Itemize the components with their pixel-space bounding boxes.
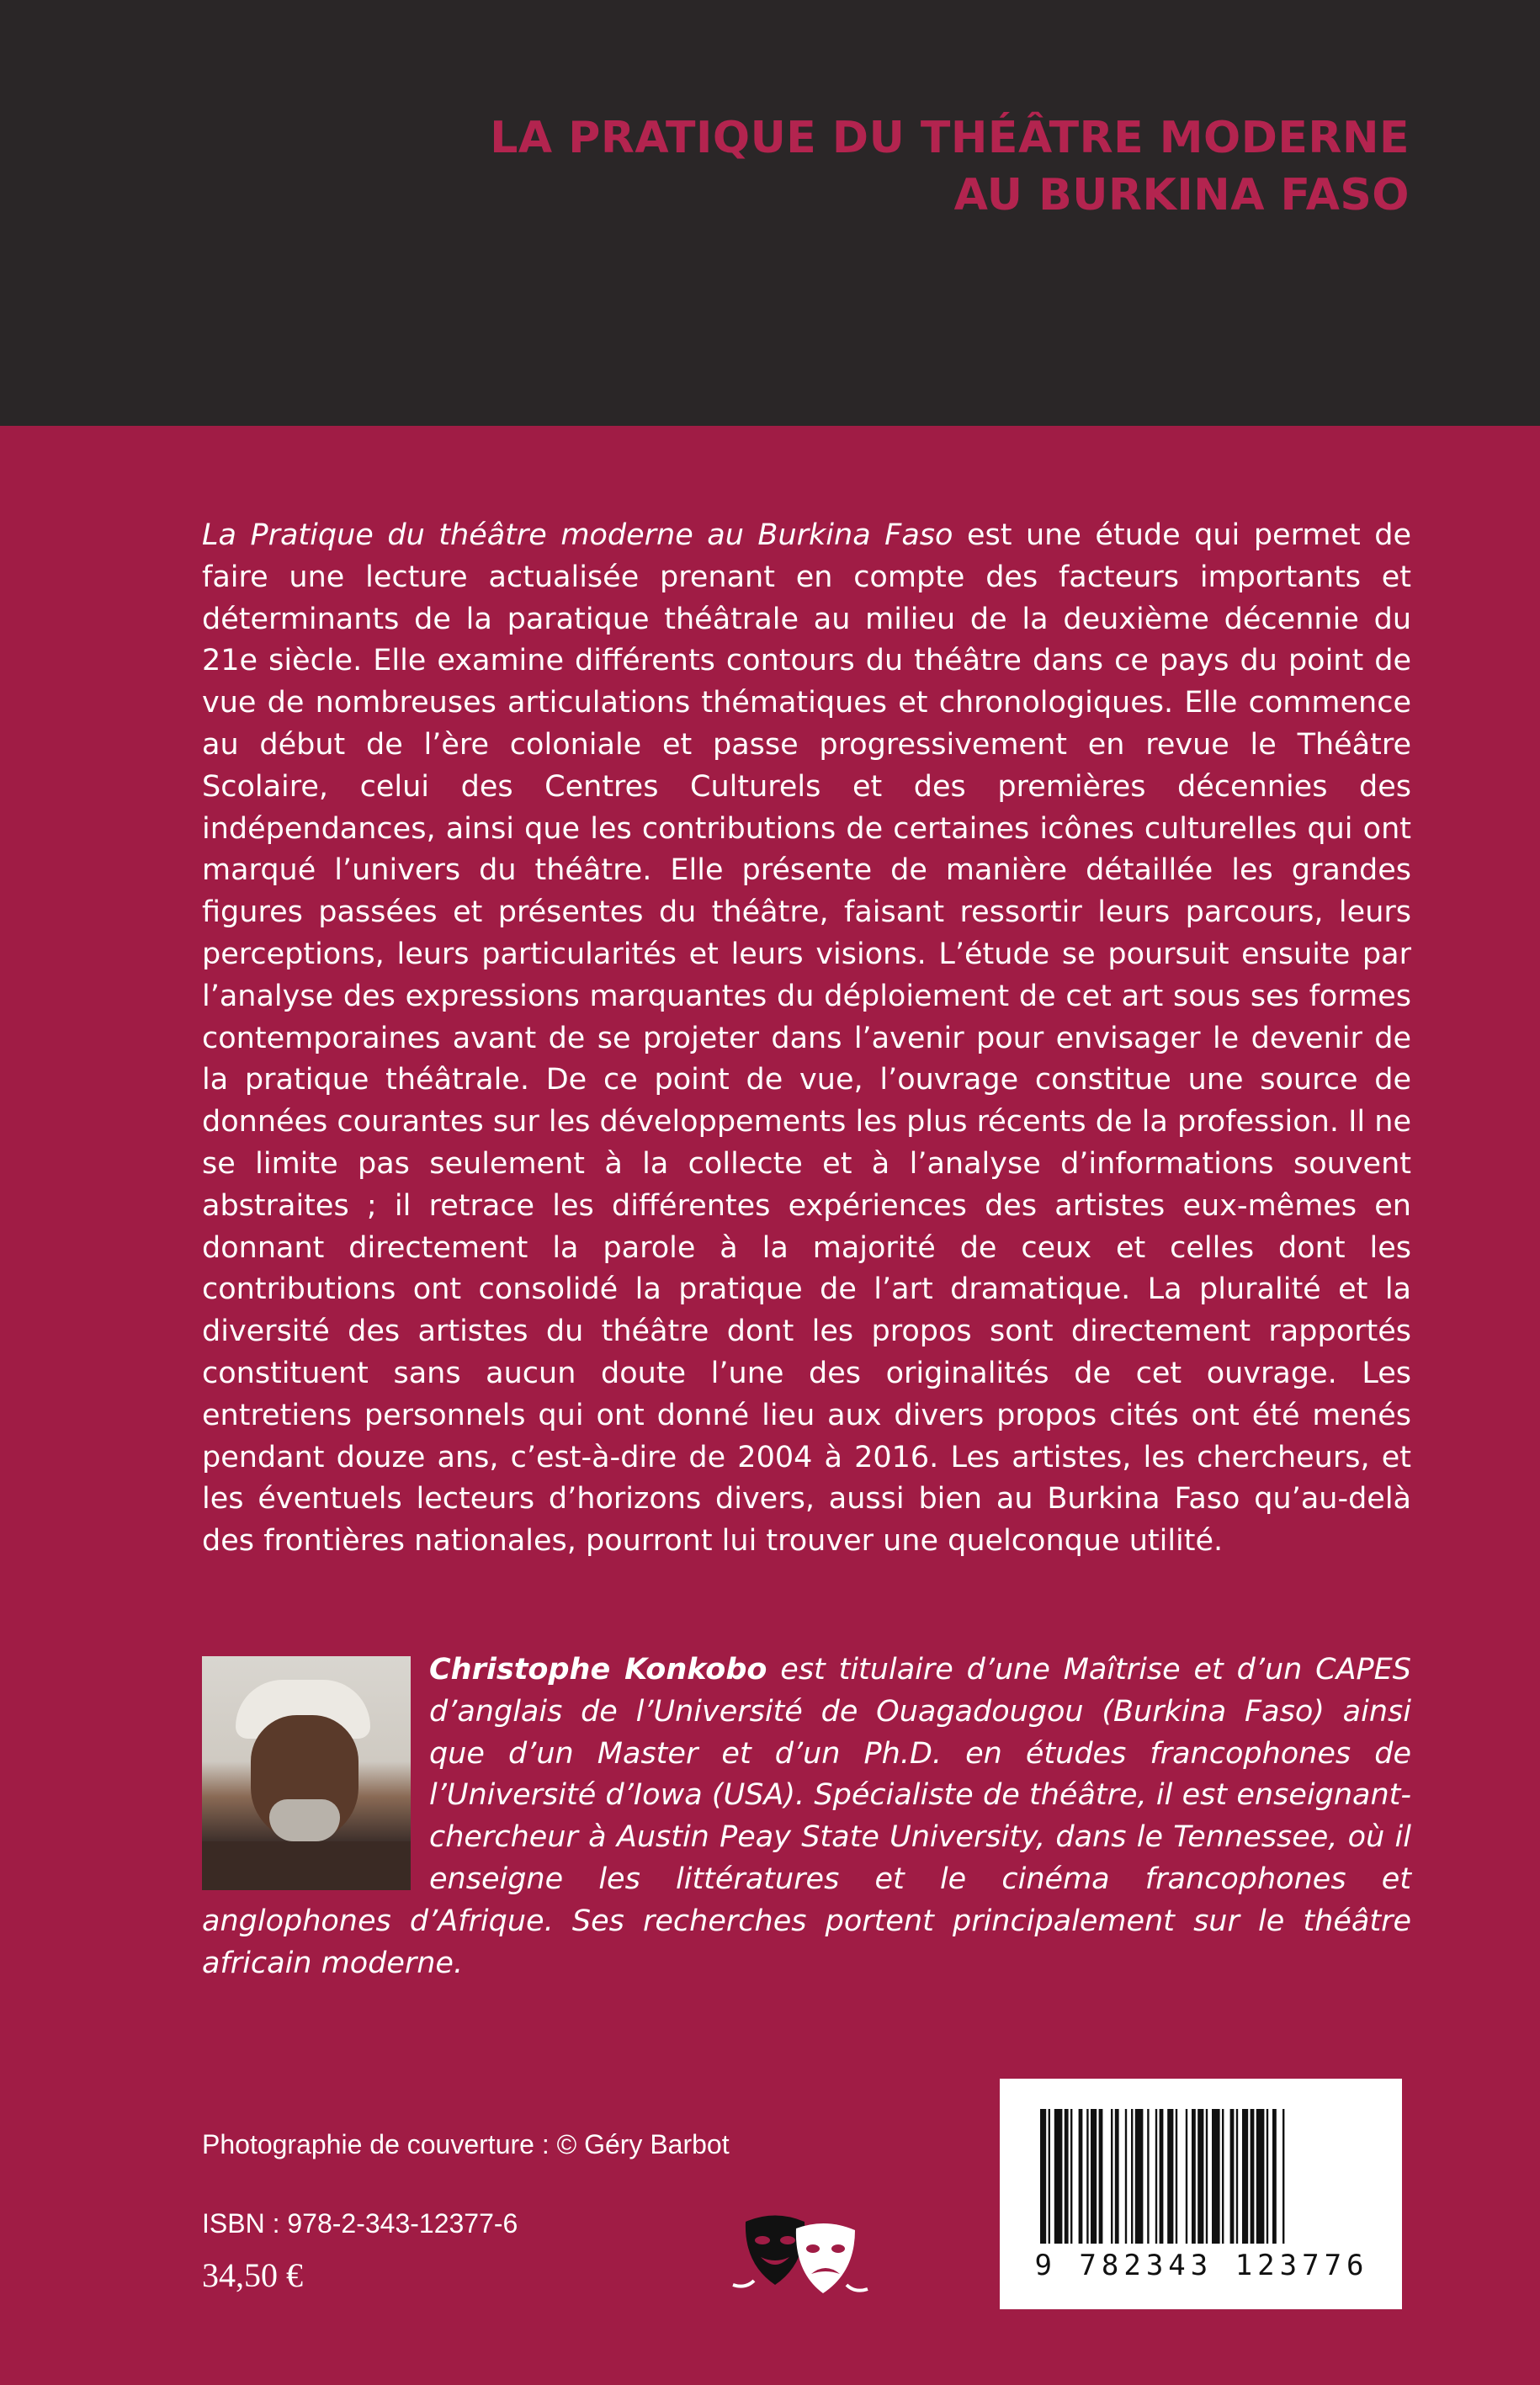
barcode-digits: 9 782343 123776 [1034, 2249, 1369, 2282]
comedy-mask-icon [746, 2216, 805, 2286]
photo-credit: Photographie de couverture : © Géry Barbot [202, 2129, 730, 2159]
barcode-bar [1070, 2109, 1072, 2244]
barcode-bar [1115, 2109, 1119, 2244]
barcode-bar [1086, 2109, 1088, 2244]
tragedy-mask-icon [796, 2223, 855, 2293]
barcode-bar [1160, 2109, 1164, 2244]
barcode-bar [1192, 2109, 1196, 2244]
barcode-bar [1176, 2109, 1177, 2244]
barcode-bar [1186, 2109, 1187, 2244]
barcode-bar [1111, 2109, 1113, 2244]
barcode-bar [1242, 2109, 1248, 2244]
barcode-bar [1197, 2109, 1203, 2244]
barcode-bar [1135, 2109, 1144, 2244]
barcode-bar [1131, 2109, 1133, 2244]
price: 34,50 € [202, 2256, 303, 2294]
barcode-bar [1167, 2109, 1173, 2244]
author-bio [202, 1649, 1411, 1984]
book-title-line-1: LA PRATIQUE DU THÉÂTRE MODERNE [490, 113, 1410, 163]
barcode-bar [1230, 2109, 1235, 2244]
barcode-bar [1222, 2109, 1224, 2244]
barcode-bar [1065, 2109, 1069, 2244]
isbn: ISBN : 978-2-343-12377-6 [202, 2208, 518, 2239]
barcode-bar [1040, 2109, 1046, 2244]
author-name: Christophe Konkobo [429, 1653, 767, 1686]
barcode-bar [1147, 2109, 1149, 2244]
barcode-bar [1049, 2109, 1050, 2244]
summary-text: est une étude qui permet de faire une lecture actualisée prenant en compte des facteurs importants et déterminants de la paratique théâtrale au milieu de la deuxième décennie du 21e siècle. Elle examine différents contours du théâtre dans ce pays du point de vue de nombreuses articulations thématiques et chronologiques. Elle commence au début de l’ère coloniale et passe progressivement en revue le Théâtre Scolaire, celui des Centres Culturels et des premières décennies des indépendances, ainsi que les contributions de certaines icônes culturelles qui ont marqué l’univers du théâtre. Elle présente de manière détaillée les grandes figures passées et présentes du théâtre, faisant ressortir leurs parcours, leurs perceptions, leurs particularités et leurs visions. L’étude se poursuit ensuite par l’analyse des expressions marquantes du déploiement de cet art sous ses formes contemporaines avant de se projeter dans l’avenir pour envisager le devenir de la pratique théâtrale. De ce point de vue, l’ouvrage constitue une source de données courantes sur les développements les plus récents de la profession. Il ne se limite pas seulement à la collecte et à l’analyse d’informations souvent abstraites ; il retrace les différentes expériences des artistes eux-mêmes en donnant directement la parole à la majorité de ceux et celles dont les contributions ont consolidé la pratique de l’art dramatique. La pluralité et la diversité des artistes du théâtre dont les propos sont directement rapportés constituent sans aucun doute l’une des originalités de cet ouvrage. Les entretiens personnels qui ont donné lieu aux divers propos cités ont été menés pendant douze ans, c’est-à-dire de 2004 à 2016. Les artistes, les chercheurs, et les éventuels lecteurs d’horizons divers, aussi bien au Burkina Faso qu’au-delà des frontières nationales, pourront lui trouver une quelconque utilité. [202, 518, 1411, 1559]
barcode-bar [1272, 2109, 1277, 2244]
barcode-bar [1054, 2109, 1063, 2244]
barcode-bar [1282, 2109, 1284, 2244]
book-title [316, 109, 1410, 224]
barcode-bar [1251, 2109, 1255, 2244]
barcode-bar [1099, 2109, 1103, 2244]
barcode-bar [1236, 2109, 1238, 2244]
barcode-bar [1125, 2109, 1127, 2244]
book-title-line-2: AU BURKINA FASO [953, 170, 1410, 220]
barcode-bar [1206, 2109, 1208, 2244]
barcode-bar [1091, 2109, 1097, 2244]
barcode-bar [1079, 2109, 1083, 2244]
barcode-bar [1267, 2109, 1268, 2244]
author-bio-text: est titulaire d’une Maîtrise et d’un CAPES d’anglais de l’Université de Ouagadougou (Burkina Faso) ainsi que d’un Master et d’un Ph.D. en études francophones de l’Université d’Iowa (USA). Spécialiste de théâtre, il est enseignant-chercheur à Austin Peay State University, dans le Tennessee, où il enseigne les littératures et le cinéma francophones et anglophones d’Afrique. Ses recherches portent principalement sur le théâtre africain moderne. [202, 1653, 1411, 1980]
book-summary [202, 515, 1411, 1563]
theatre-masks-logo [729, 2205, 872, 2306]
barcode-bar [1256, 2109, 1265, 2244]
barcode-bar [1155, 2109, 1157, 2244]
photo-spacer [202, 1649, 429, 1894]
summary-book-title: La Pratique du théâtre moderne au Burkina Faso [202, 518, 953, 552]
barcode-bar [1212, 2109, 1220, 2244]
barcode [1000, 2079, 1402, 2309]
